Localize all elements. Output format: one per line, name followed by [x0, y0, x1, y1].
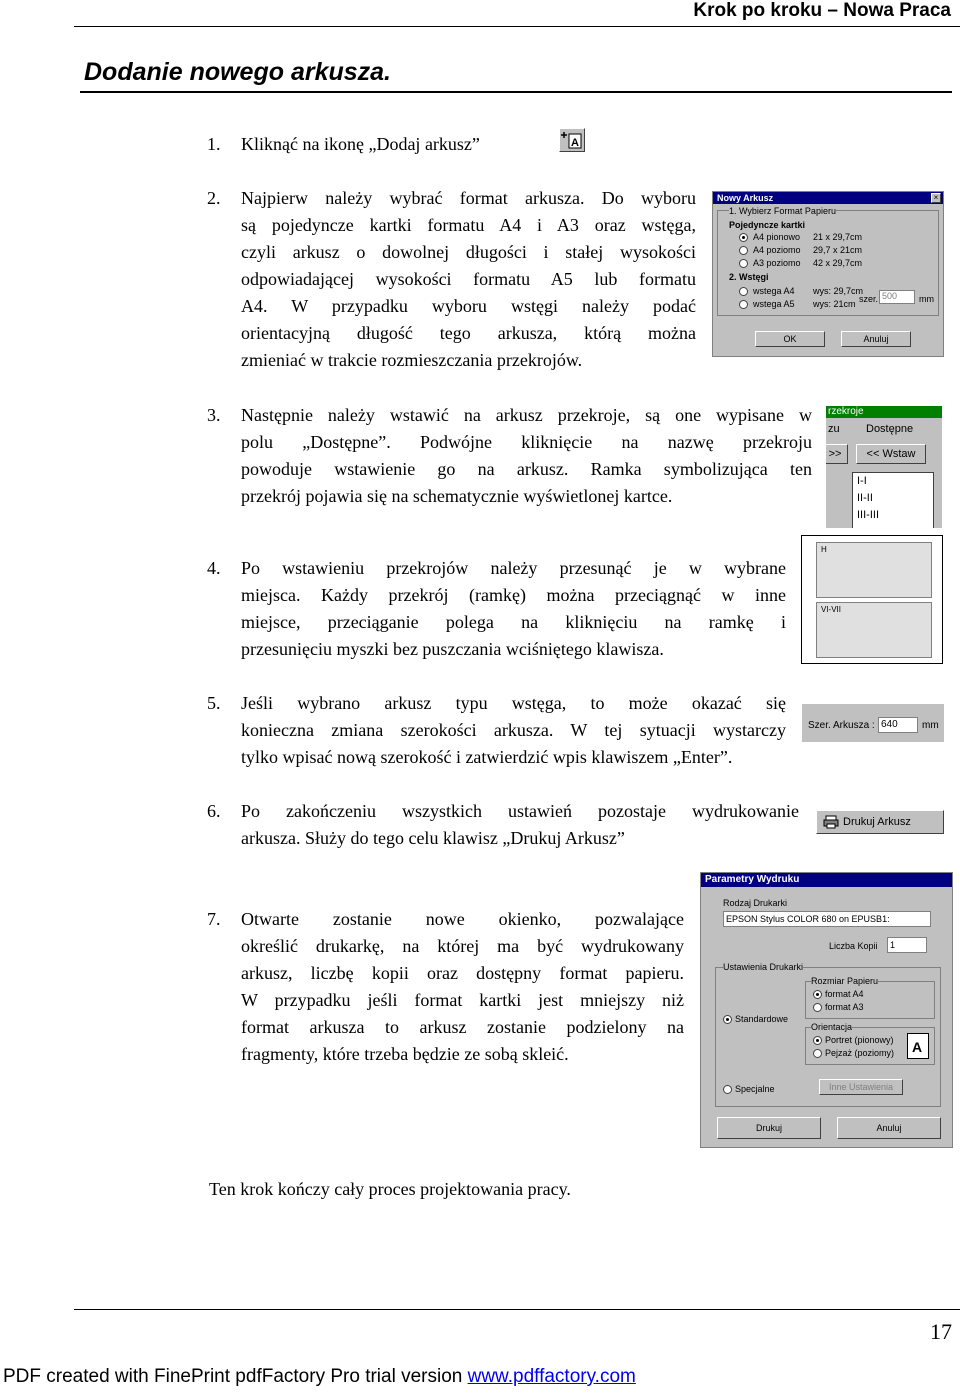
list-item[interactable]: I-I	[857, 475, 867, 487]
step-line: orientacyjną długość tego arkusza, którą można	[241, 323, 696, 343]
radio-a4-portrait[interactable]	[739, 233, 748, 242]
step-line: arkusz, liczbę kopii oraz dostępny format papieru.	[241, 963, 684, 983]
frame-label: H	[821, 545, 827, 554]
closing-text: Ten krok kończy cały proces projektowania pracy.	[209, 1179, 571, 1199]
step-line: Po wstawieniu przekrojów należy przesunąć je w wybrane	[241, 558, 786, 578]
option-label: wstega A4	[753, 286, 795, 296]
copies-label: Liczba Kopii	[829, 941, 878, 951]
step-text	[241, 906, 684, 1068]
step-number: 2.	[207, 188, 221, 208]
radio-landscape[interactable]	[813, 1049, 822, 1058]
radio-special[interactable]	[723, 1085, 732, 1094]
running-header: Krok po kroku – Nowa Praca	[693, 0, 951, 21]
step-text	[241, 402, 812, 510]
cancel-button[interactable]: Anuluj	[837, 1117, 941, 1139]
step-line: A4. W przypadku wyboru wstęgi należy podać	[241, 296, 696, 316]
step-line: arkusza. Służy do tego celu klawisz „Drukuj Arkusz”	[241, 828, 625, 848]
width-label: szer.	[859, 294, 879, 304]
cancel-button[interactable]: Anuluj	[841, 331, 911, 347]
option-size: 42 x 29,7cm	[813, 258, 863, 268]
new-sheet-dialog	[712, 191, 944, 357]
option-label: format A4	[825, 989, 864, 999]
list-item[interactable]: II-II	[857, 492, 873, 504]
orientation-label: Orientacja	[811, 1022, 853, 1032]
radio-a3-landscape[interactable]	[739, 259, 748, 268]
available-label: Dostępne	[866, 423, 914, 435]
step-line: tylko wpisać nową szerokość i zatwierdzić wpis klawiszem „Enter”.	[241, 747, 733, 767]
svg-text:A: A	[912, 1039, 923, 1055]
sections-dialog	[826, 406, 942, 528]
step-line: Jeśli wybrano arkusz typu wstęga, to może okazać się	[241, 693, 786, 713]
option-label: Pejzaż (poziomy)	[825, 1048, 895, 1058]
step-line: są pojedyncze kartki formatu A4 i A3 oraz wstęga,	[241, 215, 696, 235]
footer-rule	[74, 1309, 960, 1310]
step-line: miejsce, przeciąganie polega na kliknięciu na ramkę i	[241, 612, 786, 632]
option-size: 21 x 29,7cm	[813, 232, 863, 242]
step-line: polu „Dostępne”. Podwójne kliknięcie na nazwę przekroju	[241, 432, 812, 452]
radio-portrait[interactable]	[813, 1036, 822, 1045]
step-line: Najpierw należy wybrać format arkusza. Do wyboru	[241, 188, 696, 208]
option-label: format A3	[825, 1002, 864, 1012]
step-number: 1.	[207, 134, 221, 154]
dialog-title: Nowy Arkusz	[713, 192, 943, 204]
step-line: zmieniać w trakcie rozmieszczania przekrojów.	[241, 350, 583, 370]
radio-standard[interactable]	[723, 1015, 732, 1024]
pdf-footer	[3, 1366, 636, 1388]
ok-button[interactable]: OK	[755, 331, 825, 347]
step-text	[241, 555, 786, 663]
printer-select[interactable]: EPSON Stylus COLOR 680 on EPUSB1:	[723, 911, 931, 927]
step-line: powoduje wstawienie go na arkusz. Ramka symbolizująca ten	[241, 459, 812, 479]
width-unit: mm	[919, 294, 934, 304]
option-size: wys: 21cm	[813, 299, 856, 309]
step-line: przesunięciu myszki bez puszczania wciśniętego klawisza.	[241, 639, 664, 659]
step-line: określić drukarkę, na której ma być wydrukowany	[241, 936, 684, 956]
printer-icon	[823, 815, 839, 837]
option-label: A3 poziomo	[753, 258, 801, 268]
option-label: wstega A5	[753, 299, 795, 309]
step-text	[241, 185, 696, 374]
print-dialog	[700, 872, 953, 1148]
sheet-width-input[interactable]: 640	[878, 717, 918, 733]
frame-label: VI-VII	[821, 605, 842, 614]
width-input[interactable]: 500	[879, 290, 915, 304]
step-line: Następnie należy wstawić na arkusz przekroje, są one wypisane w	[241, 405, 812, 425]
step-text	[241, 798, 799, 852]
step-number: 6.	[207, 801, 221, 821]
print-sheet-button[interactable]	[816, 810, 944, 834]
copies-input[interactable]: 1	[887, 937, 927, 953]
column-label: zu	[828, 423, 840, 435]
option-label: Portret (pionowy)	[825, 1035, 894, 1045]
section-frame[interactable]	[816, 602, 932, 658]
step-line: fragmenty, które trzeba będzie ze sobą skleić.	[241, 1044, 569, 1064]
special-label: Specjalne	[735, 1084, 775, 1094]
add-button[interactable]: >>	[826, 444, 848, 464]
radio-paper-a3[interactable]	[813, 1003, 822, 1012]
settings-label: Ustawienia Drukarki	[723, 962, 804, 972]
print-sheet-label: Drukuj Arkusz	[843, 816, 911, 828]
insert-button[interactable]: << Wstaw	[856, 444, 926, 464]
step-line: Po zakończeniu wszystkich ustawień pozostaje wydrukowanie	[241, 801, 799, 821]
step-line: Kliknąć na ikonę „Dodaj arkusz”	[241, 134, 480, 154]
option-label: A4 pionowo	[753, 232, 801, 242]
title-rule	[80, 91, 952, 93]
radio-ribbon-a5[interactable]	[739, 300, 748, 309]
radio-paper-a4[interactable]	[813, 990, 822, 999]
step-line: W przypadku jeśli format kartki jest mniejszy niż	[241, 990, 684, 1010]
other-settings-button[interactable]: Inne Ustawienia	[819, 1079, 903, 1095]
step-line: czyli arkusz o dowolnej długości i stałej wysokości	[241, 242, 696, 262]
print-button[interactable]: Drukuj	[717, 1117, 821, 1139]
available-list[interactable]	[852, 472, 934, 528]
step-line: przekrój pojawia się na schematycznie wyświetlonej kartce.	[241, 486, 673, 506]
width-unit: mm	[922, 720, 939, 731]
step-number: 4.	[207, 558, 221, 578]
sheet-width-label: Szer. Arkusza :	[808, 720, 875, 731]
step-line: odpowiadającej wysokości formatu A5 lub formatu	[241, 269, 696, 289]
step-line: miejsca. Każdy przekrój (ramkę) można przeciągnąć w inne	[241, 585, 786, 605]
step-line: Otwarte zostanie nowe okienko, pozwalające	[241, 909, 684, 929]
ribbons-label: 2. Wstęgi	[729, 272, 769, 282]
step-number: 3.	[207, 405, 221, 425]
paper-group	[805, 981, 935, 1019]
sheet-preview	[801, 535, 943, 664]
format-group-label: 1. Wybierz Format Papieru	[729, 206, 836, 216]
single-sheets-label: Pojedyncze kartki	[729, 220, 806, 230]
dialog-title: Parametry Wydruku	[701, 873, 952, 887]
radio-ribbon-a4[interactable]	[739, 287, 748, 296]
list-item[interactable]: III-III	[857, 509, 879, 521]
option-size: 29,7 x 21cm	[813, 245, 863, 255]
printer-label: Rodzaj Drukarki	[723, 898, 788, 908]
step-text	[241, 690, 786, 771]
header-rule	[74, 26, 960, 27]
add-sheet-icon[interactable]	[559, 128, 585, 152]
page-number: 17	[930, 1319, 952, 1344]
dialog-title: rzekroje	[826, 406, 942, 418]
option-label: A4 poziomo	[753, 245, 801, 255]
pdf-footer-link[interactable]: www.pdffactory.com	[467, 1366, 636, 1387]
step-text	[241, 131, 531, 158]
svg-text:A: A	[571, 137, 579, 149]
step-line: konieczna zmiana szerokości arkusza. W tej sytuacji wystarczy	[241, 720, 786, 740]
close-icon[interactable]: ×	[931, 193, 941, 203]
section-frame[interactable]	[816, 542, 932, 598]
step-number: 7.	[207, 909, 221, 929]
pdf-footer-text: PDF created with FinePrint pdfFactory Pro trial version	[3, 1366, 468, 1387]
paper-label: Rozmiar Papieru	[811, 976, 879, 986]
standard-label: Standardowe	[735, 1014, 789, 1024]
option-size: wys: 29,7cm	[813, 286, 864, 296]
step-line: format arkusza to arkusz zostanie podzielony na	[241, 1017, 684, 1037]
radio-a4-landscape[interactable]	[739, 246, 748, 255]
width-panel	[802, 704, 944, 742]
page-orientation-icon	[907, 1033, 929, 1059]
step-number: 5.	[207, 693, 221, 713]
section-title: Dodanie nowego arkusza.	[84, 58, 392, 86]
